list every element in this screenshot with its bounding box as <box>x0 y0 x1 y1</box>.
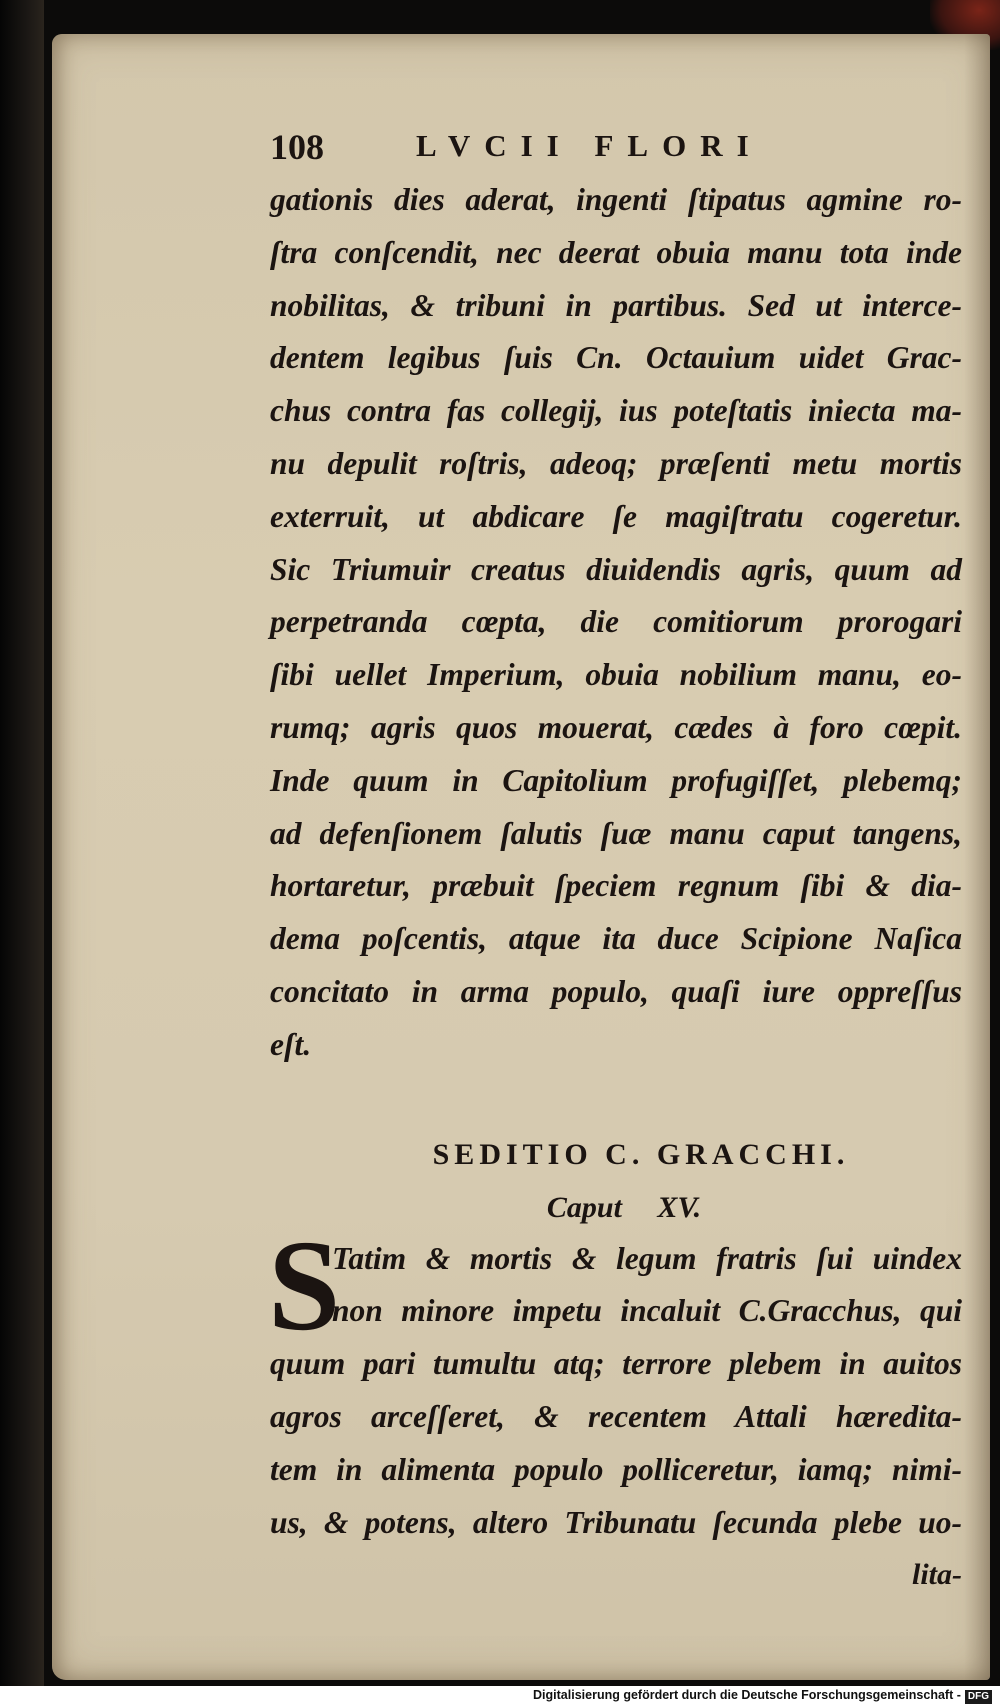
text-line: non minore impetu incaluit C.Gracchus, qui <box>332 1293 962 1329</box>
paragraph-1 <box>270 174 962 1072</box>
section-title: SEDITIO C. GRACCHI. <box>432 1137 850 1171</box>
text-line: concitato in arma populo, quaſi iure oppreſſus <box>270 973 962 1009</box>
credit-text: Digitalisierung gefördert durch die Deutsche Forschungsgemeinschaft - <box>533 1688 961 1702</box>
text-line: rumq; agris quos mouerat, cædes à foro cœpit. <box>270 709 962 745</box>
text-line: perpetranda cœpta, die comitiorum prorogari <box>270 604 962 640</box>
page-header <box>270 122 962 174</box>
text-line: hortaretur, præbuit ſpeciem regnum ſibi & dia- <box>270 868 962 904</box>
catchword: lita- <box>912 1558 962 1592</box>
text-line: agros arceſſeret, & recentem Attali hæredita- <box>270 1398 962 1434</box>
page-number: 108 <box>270 127 324 167</box>
running-title: LVCII FLORI <box>416 128 763 163</box>
dfg-logo: DFG <box>965 1690 992 1704</box>
text-line: ſibi uellet Imperium, obuia nobilium manu, eo- <box>270 657 962 693</box>
text-line: eſt. <box>270 1026 312 1062</box>
text-line: exterruit, ut abdicare ſe magiſtratu cogeretur. <box>270 498 962 534</box>
text-line: nobilitas, & tribuni in partibus. Sed ut interce- <box>270 287 962 323</box>
text-line: Sic Triumuir creatus diuidendis agris, quum ad <box>270 551 962 587</box>
text-line: dema poſcentis, atque ita duce Scipione Naſica <box>270 921 962 957</box>
paragraph-2 <box>268 1213 962 1603</box>
text-line: nu depulit roſtris, adeoq; præſenti metu mortis <box>270 445 962 481</box>
text-line: ad defenſionem ſalutis ſuæ manu caput tangens, <box>270 815 962 851</box>
text-line: ſtra conſcendit, nec deerat obuia manu tota inde <box>270 234 962 270</box>
text-line: tem in alimenta populo polliceretur, iamq; nimi- <box>270 1451 962 1487</box>
text-line: gationis dies aderat, ingenti ſtipatus agmine ro- <box>270 182 962 217</box>
text-line: us, & potens, altero Tribunatu ſecunda plebe uo- <box>270 1504 962 1540</box>
chapter-heading: Caput XV. <box>546 1190 702 1224</box>
text-line: dentem legibus ſuis Cn. Octauium uidet Grac- <box>270 340 962 376</box>
page-text <box>270 122 962 1602</box>
digitization-credit <box>0 1686 1000 1704</box>
text-line: Inde quum in Capitolium profugiſſet, plebemq; <box>270 762 962 798</box>
text-line: chus contra fas collegij, ius poteſtatis iniecta ma- <box>270 393 962 429</box>
drop-cap-initial: S <box>268 1213 341 1358</box>
text-line: quum pari tumultu atq; terrore plebem in auitos <box>270 1346 962 1382</box>
book-spine-edge <box>0 0 44 1690</box>
text-line: Tatim & mortis & legum fratris ſui uindex <box>332 1240 962 1276</box>
